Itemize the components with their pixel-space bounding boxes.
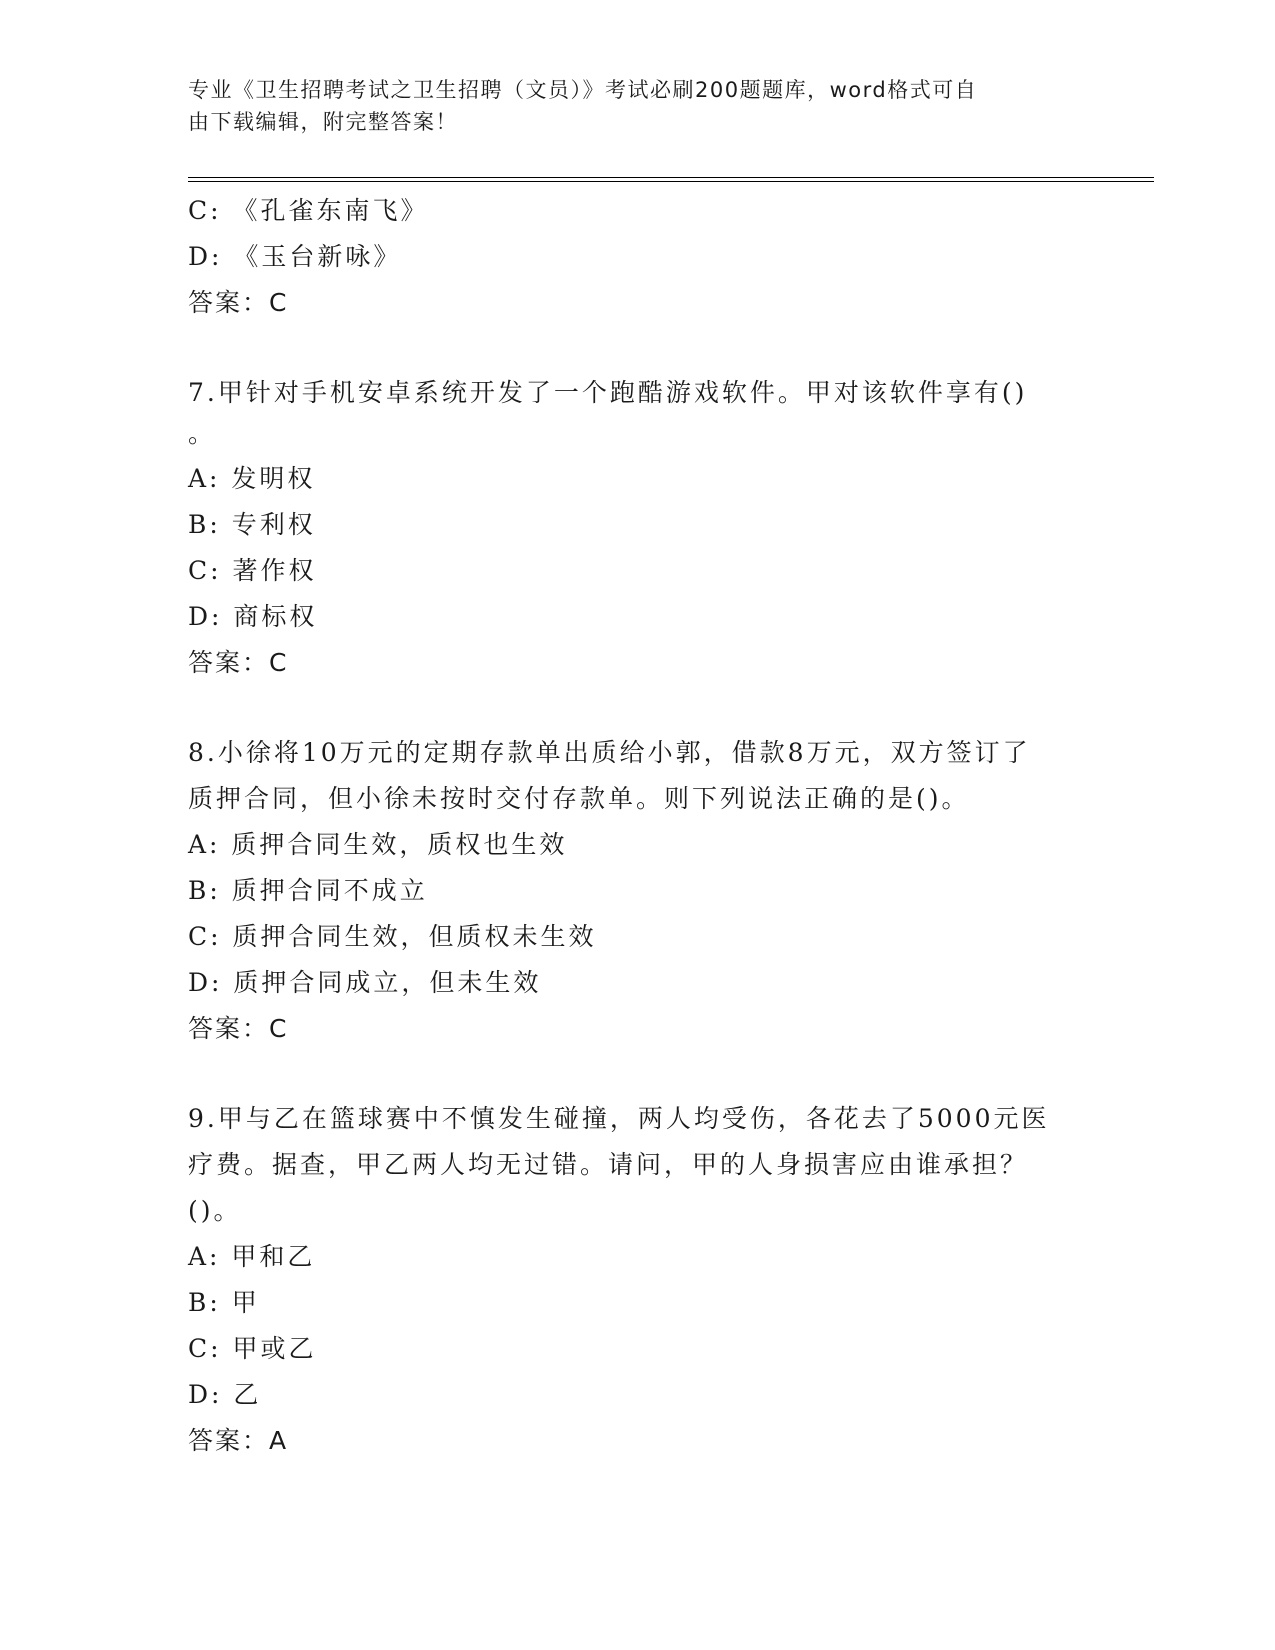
question-text-line: 7.甲针对手机安卓系统开发了一个跑酷游戏软件。甲对该软件享有() bbox=[188, 378, 1028, 407]
option-a: A: 发明权 bbox=[188, 464, 316, 493]
header-line-2: 由下载编辑，附完整答案！ bbox=[188, 110, 458, 134]
question-text-line: 疗费。据查，甲乙两人均无过错。请问，甲的人身损害应由谁承担？ bbox=[188, 1150, 1029, 1179]
spacer bbox=[188, 1052, 1088, 1096]
header-divider-top bbox=[188, 177, 1154, 178]
option-a: A: 甲和乙 bbox=[188, 1242, 316, 1271]
question-8 bbox=[188, 730, 1088, 1052]
question-continuation bbox=[188, 188, 1088, 326]
option-c: C: 著作权 bbox=[188, 556, 317, 585]
question-7 bbox=[188, 370, 1088, 686]
option-c: C: 甲或乙 bbox=[188, 1334, 317, 1363]
option-d: D: 质押合同成立，但未生效 bbox=[188, 968, 542, 997]
option-c: C: 《孔雀东南飞》 bbox=[188, 196, 429, 225]
header-line-1: 专业《卫生招聘考试之卫生招聘（文员）》考试必刷200题题库，word格式可自 bbox=[188, 78, 978, 102]
option-d: D: 乙 bbox=[188, 1380, 262, 1409]
option-b: B: 专利权 bbox=[188, 510, 316, 539]
question-text-line: 。 bbox=[188, 419, 217, 448]
answer-line: 答案：C bbox=[188, 288, 289, 317]
answer-line: 答案：C bbox=[188, 1014, 289, 1043]
question-text-line: 8.小徐将10万元的定期存款单出质给小郭，借款8万元，双方签订了 bbox=[188, 738, 1031, 767]
answer-line: 答案：C bbox=[188, 648, 289, 677]
option-b: B: 质押合同不成立 bbox=[188, 876, 428, 905]
header-divider-bottom bbox=[188, 181, 1154, 182]
question-text-line: 9.甲与乙在篮球赛中不慎发生碰撞，两人均受伤，各花去了5000元医 bbox=[188, 1104, 1050, 1133]
spacer bbox=[188, 326, 1088, 370]
option-b: B: 甲 bbox=[188, 1288, 260, 1317]
option-a: A: 质押合同生效，质权也生效 bbox=[188, 830, 568, 859]
question-text-line: 质押合同，但小徐未按时交付存款单。则下列说法正确的是()。 bbox=[188, 784, 970, 813]
page-header bbox=[188, 74, 1068, 138]
option-d: D: 《玉台新咏》 bbox=[188, 242, 402, 271]
question-text-line: ()。 bbox=[188, 1196, 242, 1225]
question-9 bbox=[188, 1096, 1088, 1464]
option-d: D: 商标权 bbox=[188, 602, 318, 631]
answer-line: 答案：A bbox=[188, 1426, 289, 1455]
option-c: C: 质押合同生效，但质权未生效 bbox=[188, 922, 597, 951]
spacer bbox=[188, 686, 1088, 730]
question-list bbox=[188, 188, 1088, 1464]
